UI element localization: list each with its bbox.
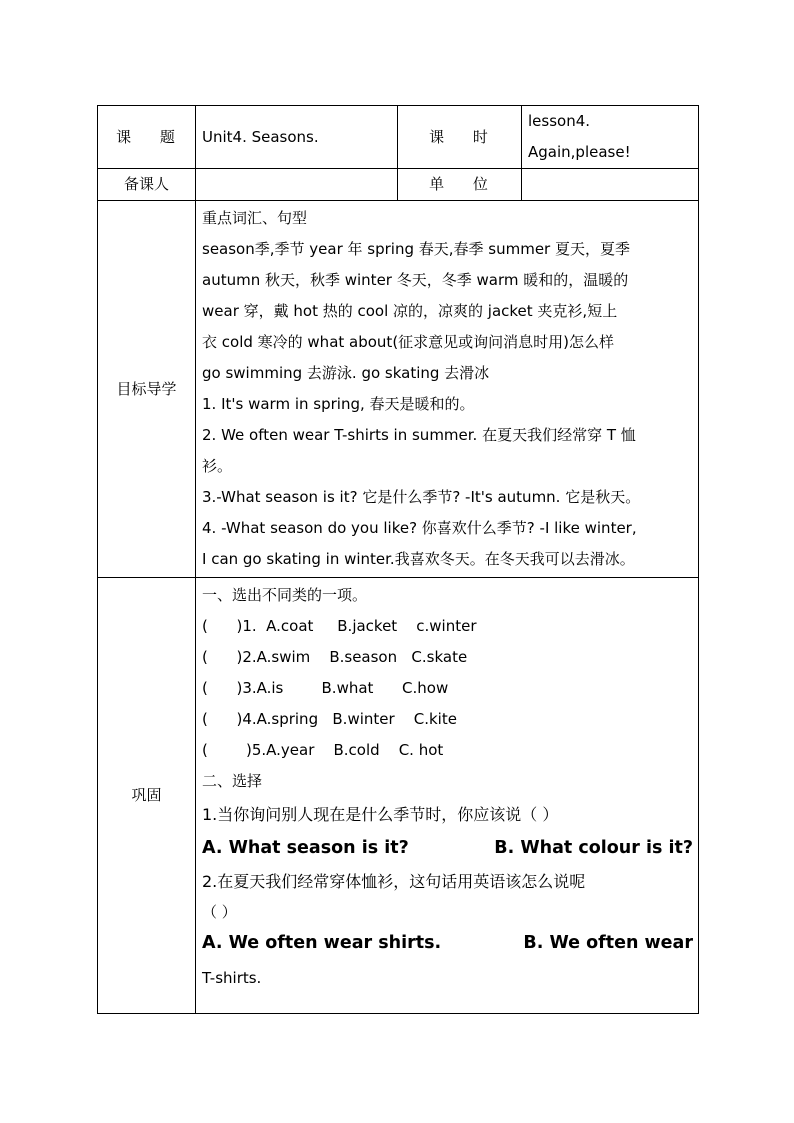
consolidation-label: 巩固	[98, 578, 196, 1014]
question-2-option-a: A. We often wear shirts.	[202, 933, 442, 953]
question-1: 1.当你询问别人现在是什么季节时，你应该说（ ）	[202, 805, 559, 824]
hours-value-line1: lesson4.	[528, 112, 591, 130]
objectives-row	[98, 201, 699, 578]
exercise-item: ( )1. A.coat B.jacket c.winter	[202, 617, 477, 635]
question-2-paren: （ ）	[202, 903, 237, 921]
topic-value: Unit4. Seasons.	[196, 106, 398, 169]
header-row-preparer	[98, 169, 699, 201]
consolidation-row	[98, 578, 699, 1014]
unit-label: 单 位	[398, 169, 522, 201]
question-2: 2.在夏天我们经常穿体恤衫，这句话用英语该怎么说呢	[202, 872, 586, 891]
objectives-line: 衫。	[202, 457, 233, 475]
preparer-value	[196, 169, 398, 201]
objectives-label: 目标导学	[98, 201, 196, 578]
objectives-line: 4. -What season do you like? 你喜欢什么季节? -I like winter,	[202, 519, 637, 537]
hours-value	[522, 106, 699, 169]
objectives-line: wear 穿，戴 hot 热的 cool 凉的，凉爽的 jacket 夹克衫,短上	[202, 302, 618, 320]
objectives-line: season季,季节 year 年 spring 春天,春季 summer 夏天，夏季	[202, 240, 630, 258]
objectives-content	[196, 201, 699, 578]
objectives-line: 衣 cold 寒冷的 what about(征求意见或询问消息时用)怎么样	[202, 333, 615, 351]
exercise-item: ( )2.A.swim B.season C.skate	[202, 648, 468, 666]
question-2-option-b-continued: T-shirts.	[202, 969, 262, 987]
question-1-options	[202, 832, 693, 865]
objectives-line: 2. We often wear T-shirts in summer. 在夏天我们经常穿 T 恤	[202, 426, 636, 444]
objectives-line: autumn 秋天，秋季 winter 冬天，冬季 warm 暖和的，温暖的	[202, 271, 629, 289]
objectives-line: I can go skating in winter.我喜欢冬天。在冬天我可以去滑冰。	[202, 550, 635, 568]
section1-title: 一、选出不同类的一项。	[202, 586, 368, 604]
lesson-plan-table	[97, 105, 699, 1014]
hours-value-line2: Again,please!	[528, 143, 631, 161]
objectives-line: 3.-What season is it? 它是什么季节? -It's autumn. 它是秋天。	[202, 488, 641, 506]
preparer-label: 备课人	[98, 169, 196, 201]
exercise-item: ( )4.A.spring B.winter C.kite	[202, 710, 457, 728]
topic-label: 课 题	[98, 106, 196, 169]
question-2-option-b: B. We often wear	[523, 933, 693, 953]
header-row-topic	[98, 106, 699, 169]
exercise-item: ( )5.A.year B.cold C. hot	[202, 741, 444, 759]
consolidation-content	[196, 578, 699, 1014]
section2-title: 二、选择	[202, 772, 263, 790]
objectives-line: 重点词汇、句型	[202, 209, 308, 227]
unit-value	[522, 169, 699, 201]
question-2-options	[202, 927, 693, 960]
objectives-line: go swimming 去游泳. go skating 去滑冰	[202, 364, 490, 382]
exercise-item: ( )3.A.is B.what C.how	[202, 679, 449, 697]
objectives-line: 1. It's warm in spring, 春天是暖和的。	[202, 395, 475, 413]
question-1-option-b: B. What colour is it?	[494, 838, 693, 858]
hours-label: 课 时	[398, 106, 522, 169]
question-1-option-a: A. What season is it?	[202, 838, 409, 858]
